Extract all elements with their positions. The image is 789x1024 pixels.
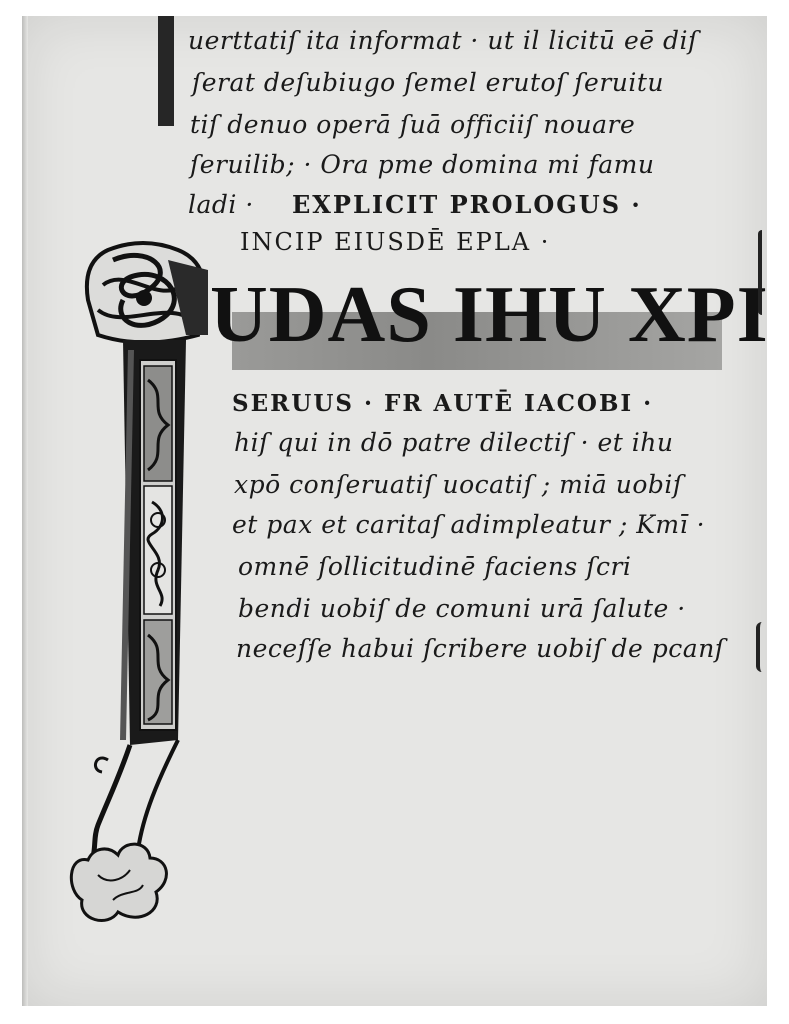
margin-fragment-lower — [756, 622, 770, 672]
margin-fragment-upper — [758, 230, 772, 315]
prologue-line-2: ſerat deſubiugo ſemel erutoſ ſeruitu — [192, 68, 665, 97]
text-line-5: omnē ſollicitudinē faciens ſcri — [238, 552, 632, 581]
photo-edge — [22, 16, 28, 1006]
initial-shaft — [120, 340, 186, 745]
decorated-initial-svg — [68, 240, 218, 930]
initial-stroke-top — [158, 16, 174, 126]
text-line-2: hiſ qui in dō patre dilectiſ · et ihu — [234, 428, 674, 457]
text-line-3: xpō conſeruatiſ uocatiſ ; miā uobiſ — [234, 470, 683, 499]
initial-foot — [71, 740, 178, 921]
explicit-heading: EXPLICIT PROLOGUS · — [292, 190, 642, 219]
text-line-7: neceſſe habui ſcribere uobiſ de pcanſ — [236, 634, 725, 663]
prologue-line-3: tiſ denuo operā ſuā officiiſ nouare — [190, 110, 636, 139]
incipit-heading: INCIP EIUSDĒ EPLA · — [240, 228, 551, 256]
text-line-4: et pax et caritaſ adimpleatur ; Kmī · — [232, 510, 706, 539]
title-display: UDAS IHU XPI — [210, 271, 769, 359]
prologue-line-4: ſeruilib; · Ora pme domina mi famu — [190, 150, 655, 179]
text-line-1: SERUUS · FR AUTĒ IACOBI · — [232, 390, 654, 417]
decorated-initial-i — [68, 240, 218, 930]
text-line-6: bendi uobiſ de comuni urā ſalute · — [238, 594, 686, 623]
prologue-line-1: uerttatiſ ita informat · ut il licitū eē diſ — [188, 26, 698, 55]
explicit-prefix: ladi · — [188, 190, 254, 219]
knotwork-head — [87, 243, 208, 343]
